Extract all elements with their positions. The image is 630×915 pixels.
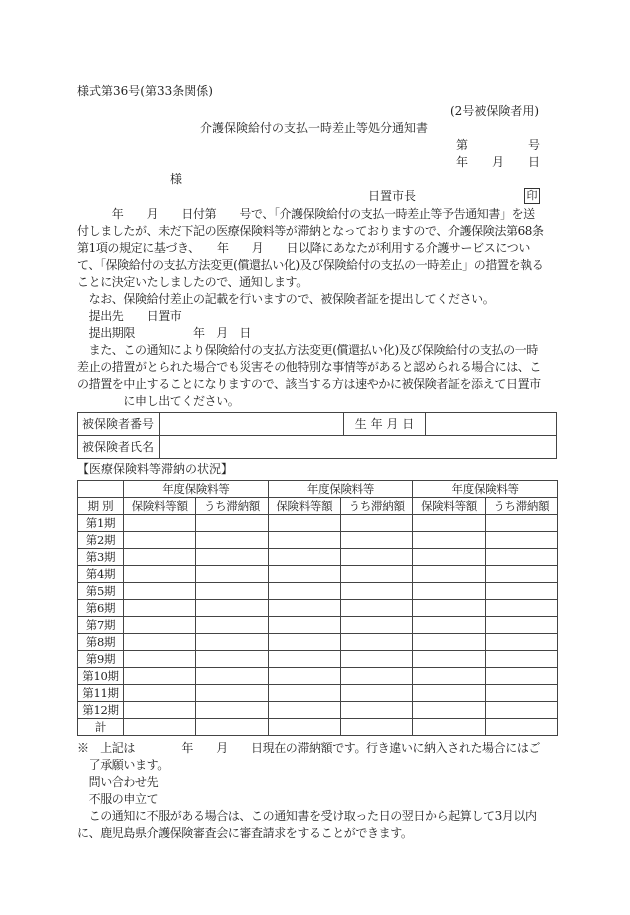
appeal-line: この通知に不服がある場合は、この通知書を受け取った日の翌日から起算して3月以内 — [77, 809, 537, 823]
period-row — [78, 515, 558, 532]
paragraph-line: ことに決定いたしましたので、通知します。 — [77, 275, 308, 289]
amount-cell[interactable] — [413, 617, 485, 634]
arrears-cell[interactable] — [485, 685, 557, 702]
amount-cell[interactable] — [124, 566, 196, 583]
arrears-cell[interactable] — [340, 549, 412, 566]
arrears-cell[interactable] — [340, 685, 412, 702]
date-month: 月 — [492, 155, 505, 169]
arrears-cell[interactable] — [340, 566, 412, 583]
period-label: 第9期 — [78, 651, 124, 668]
amount-cell[interactable] — [413, 668, 485, 685]
amount-cell[interactable] — [413, 566, 485, 583]
arrears-cell[interactable] — [196, 617, 268, 634]
arrears-cell[interactable] — [340, 719, 412, 736]
notice-paragraph — [77, 206, 567, 410]
arrears-cell[interactable] — [485, 617, 557, 634]
arrears-cell[interactable] — [196, 651, 268, 668]
amount-cell[interactable] — [268, 583, 340, 600]
amount-cell[interactable] — [124, 549, 196, 566]
amount-header: 保険料等額 — [413, 498, 485, 515]
submit-to: 提出先 日置市 — [77, 309, 182, 323]
arrears-cell[interactable] — [485, 702, 557, 719]
insured-number-field[interactable] — [160, 413, 344, 436]
period-label: 第5期 — [78, 583, 124, 600]
arrears-header: うち滞納額 — [196, 498, 268, 515]
arrears-cell[interactable] — [196, 668, 268, 685]
amount-cell[interactable] — [413, 549, 485, 566]
doc-no-suffix: 号 — [528, 138, 541, 152]
amount-header: 保険料等額 — [268, 498, 340, 515]
arrears-cell[interactable] — [340, 702, 412, 719]
paragraph-line: 年 月 日付第 号で、「介護保険給付の支払一時差止等予告通知書」を送 — [77, 207, 535, 221]
birth-date-field[interactable] — [426, 413, 557, 436]
year-header: 年度保険料等 — [124, 481, 269, 498]
period-row — [78, 668, 558, 685]
seal-mark — [524, 188, 540, 203]
amount-header: 保険料等額 — [124, 498, 196, 515]
arrears-cell[interactable] — [485, 515, 557, 532]
amount-cell[interactable] — [413, 532, 485, 549]
doc-no-prefix: 第 — [456, 138, 469, 152]
period-label: 第3期 — [78, 549, 124, 566]
arrears-header: うち滞納額 — [340, 498, 412, 515]
period-label: 第7期 — [78, 617, 124, 634]
arrears-cell[interactable] — [485, 566, 557, 583]
arrears-cell[interactable] — [196, 532, 268, 549]
arrears-cell[interactable] — [340, 668, 412, 685]
arrears-cell[interactable] — [340, 532, 412, 549]
contact-label: 問い合わせ先 — [77, 775, 159, 789]
insured-number-label: 被保険者番号 — [78, 413, 160, 436]
insured-name-field[interactable] — [160, 436, 557, 459]
arrears-table — [77, 480, 558, 736]
paragraph-line: て、「保険給付の支払方法変更(償還払い化)及び保険給付の支払の一時差止」の措置を執る — [77, 258, 544, 272]
amount-cell[interactable] — [413, 600, 485, 617]
paragraph-line: の措置を中止することになりますので、該当する方は速やかに被保険者証を添えて日置市 — [77, 377, 541, 391]
arrears-cell[interactable] — [196, 685, 268, 702]
addressee-suffix: 様 — [170, 172, 183, 186]
period-label: 第12期 — [78, 702, 124, 719]
amount-cell[interactable] — [413, 634, 485, 651]
paragraph-line: 第1項の規定に基づき、 年 月 日以降にあなたが利用する介護サービスについ — [77, 241, 530, 255]
period-row — [78, 549, 558, 566]
arrears-cell[interactable] — [340, 651, 412, 668]
period-label: 第2期 — [78, 532, 124, 549]
period-row — [78, 651, 558, 668]
year-header-row — [78, 481, 558, 498]
paragraph-line: また、この通知により保険給付の支払方法変更(償還払い化)及び保険給付の支払の一時 — [77, 343, 538, 357]
amount-cell[interactable] — [124, 668, 196, 685]
submission-request: なお、保険給付差止の記載を行いますので、被保険者証を提出してください。 — [77, 292, 495, 306]
amount-cell[interactable] — [124, 651, 196, 668]
amount-cell[interactable] — [124, 583, 196, 600]
period-row — [78, 532, 558, 549]
arrears-cell[interactable] — [196, 634, 268, 651]
column-header-row — [78, 498, 558, 515]
period-label: 計 — [78, 719, 124, 736]
amount-cell[interactable] — [268, 702, 340, 719]
document-title: 介護保険給付の支払一時差止等処分通知書 — [200, 121, 429, 135]
date-day: 日 — [528, 155, 541, 169]
submit-deadline: 提出期限 年 月 日 — [77, 326, 252, 340]
arrears-cell[interactable] — [196, 549, 268, 566]
period-row — [78, 617, 558, 634]
footer-notes — [77, 740, 567, 842]
arrears-cell[interactable] — [485, 600, 557, 617]
amount-cell[interactable] — [124, 702, 196, 719]
arrears-cell[interactable] — [485, 634, 557, 651]
period-row — [78, 634, 558, 651]
note-line: 了承願います。 — [77, 758, 169, 772]
paragraph-line: 付しましたが、未だ下記の医療保険料等が滞納となっておりますので、介護保険法第68条 — [77, 224, 544, 238]
amount-cell[interactable] — [413, 719, 485, 736]
amount-cell[interactable] — [268, 634, 340, 651]
arrears-cell[interactable] — [196, 600, 268, 617]
arrears-cell[interactable] — [196, 702, 268, 719]
amount-cell[interactable] — [413, 651, 485, 668]
date-year: 年 — [456, 155, 469, 169]
amount-cell[interactable] — [413, 583, 485, 600]
arrears-cell[interactable] — [196, 583, 268, 600]
note-line: ※ 上記は 年 月 日現在の滞納額です。行き違いに納入された場合にはご — [77, 741, 541, 755]
period-label: 第4期 — [78, 566, 124, 583]
corner-cell — [78, 481, 124, 498]
period-row — [78, 719, 558, 736]
arrears-cell[interactable] — [196, 515, 268, 532]
appeal-line: に、鹿児島県介護保険審査会に審査請求をすることができます。 — [77, 826, 413, 840]
arrears-cell[interactable] — [196, 719, 268, 736]
arrears-cell[interactable] — [340, 634, 412, 651]
amount-cell[interactable] — [413, 685, 485, 702]
arrears-cell[interactable] — [485, 719, 557, 736]
year-header: 年度保険料等 — [413, 481, 558, 498]
birth-date-label: 生 年 月 日 — [344, 413, 426, 436]
amount-cell[interactable] — [268, 685, 340, 702]
period-row — [78, 583, 558, 600]
amount-cell[interactable] — [124, 685, 196, 702]
period-row — [78, 685, 558, 702]
period-label: 第11期 — [78, 685, 124, 702]
period-label: 第6期 — [78, 600, 124, 617]
arrears-section-title: 【医療保険料等滞納の状況】 — [77, 462, 234, 476]
amount-cell[interactable] — [268, 617, 340, 634]
amount-cell[interactable] — [268, 600, 340, 617]
arrears-cell[interactable] — [485, 651, 557, 668]
form-number: 様式第36号(第33条関係) — [77, 84, 213, 98]
period-row — [78, 600, 558, 617]
amount-cell[interactable] — [268, 515, 340, 532]
arrears-cell[interactable] — [485, 583, 557, 600]
period-row — [78, 702, 558, 719]
arrears-cell[interactable] — [485, 549, 557, 566]
amount-cell[interactable] — [413, 702, 485, 719]
period-label: 第8期 — [78, 634, 124, 651]
arrears-cell[interactable] — [196, 566, 268, 583]
paragraph-line: に申し出てください。 — [77, 394, 240, 408]
period-row — [78, 566, 558, 583]
amount-cell[interactable] — [268, 532, 340, 549]
paragraph-line: 差止の措置がとられた場合でも災害その他特別な事情等があると認められる場合には、こ — [77, 360, 542, 374]
amount-cell[interactable] — [268, 651, 340, 668]
amount-cell[interactable] — [124, 600, 196, 617]
arrears-cell[interactable] — [340, 583, 412, 600]
seal-icon: 印 — [524, 188, 540, 204]
amount-cell[interactable] — [268, 719, 340, 736]
appeal-title: 不服の申立て — [77, 792, 159, 806]
period-header: 期 別 — [78, 498, 124, 515]
amount-cell[interactable] — [268, 668, 340, 685]
period-label: 第1期 — [78, 515, 124, 532]
arrears-cell[interactable] — [340, 600, 412, 617]
arrears-cell[interactable] — [485, 668, 557, 685]
year-header: 年度保険料等 — [268, 481, 413, 498]
arrears-cell[interactable] — [340, 515, 412, 532]
amount-cell[interactable] — [124, 515, 196, 532]
insured-name-label: 被保険者氏名 — [78, 436, 160, 459]
amount-cell[interactable] — [268, 566, 340, 583]
amount-cell[interactable] — [413, 515, 485, 532]
issuer: 日置市長 — [368, 189, 417, 203]
arrears-cell[interactable] — [340, 617, 412, 634]
period-label: 第10期 — [78, 668, 124, 685]
insured-info-table — [77, 412, 557, 459]
amount-cell[interactable] — [124, 617, 196, 634]
subject-note: (2号被保険者用) — [450, 104, 539, 118]
amount-cell[interactable] — [124, 719, 196, 736]
amount-cell[interactable] — [268, 549, 340, 566]
arrears-header: うち滞納額 — [485, 498, 557, 515]
amount-cell[interactable] — [124, 532, 196, 549]
amount-cell[interactable] — [124, 634, 196, 651]
arrears-cell[interactable] — [485, 532, 557, 549]
